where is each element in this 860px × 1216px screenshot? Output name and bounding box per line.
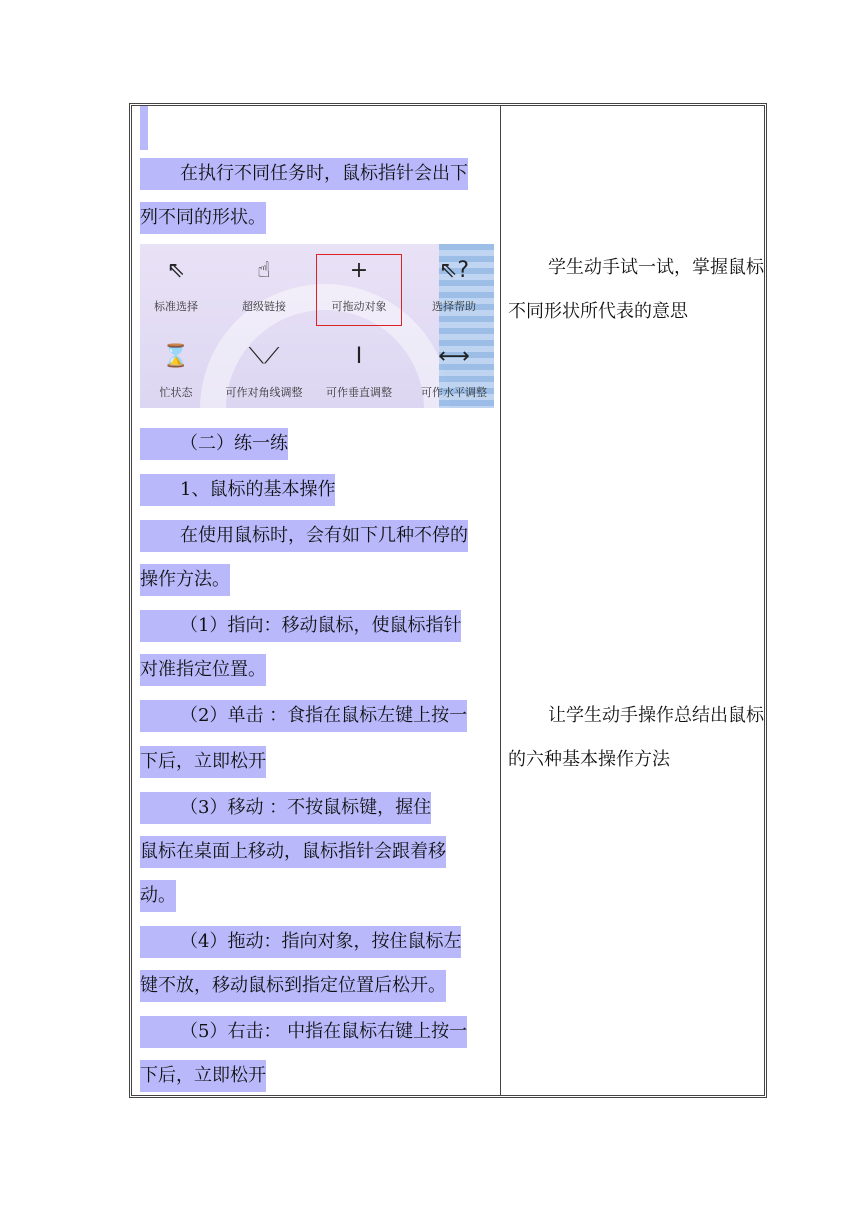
cursor-label: 选择帮助 — [432, 300, 476, 313]
note-text: 学生动手试一试，掌握鼠标不同形状所代表的意思 — [508, 257, 764, 322]
highlight-stub — [140, 106, 148, 150]
intro2-line-2: 操作方法。 — [140, 564, 230, 596]
hand-pointer-icon: ☝ — [257, 258, 271, 283]
intro-line-1: 在执行不同任务时，鼠标指针会出下 — [140, 158, 468, 190]
intro2-line-1: 在使用鼠标时，会有如下几种不停的 — [140, 520, 468, 552]
vertical-resize-icon: Ⅰ — [355, 344, 363, 369]
diagonal-resize-icon: ⟍⟋ — [248, 344, 280, 369]
op3-line-2: 鼠标在桌面上移动，鼠标指针会跟着移 — [140, 836, 446, 868]
cursor-help — [410, 256, 494, 314]
op1-line-1: （1）指向：移动鼠标，使鼠标指针 — [140, 610, 461, 642]
op4-line-1: （4）拖动：指向对象，按住鼠标左 — [140, 926, 461, 958]
op2-line-1: （2）单击 ：食指在鼠标左键上按一 — [140, 700, 467, 732]
op3-line-3: 动。 — [140, 880, 176, 912]
note-text: 让学生动手操作总结出鼠标的六种基本操作方法 — [508, 705, 764, 770]
right-note-1 — [508, 246, 766, 334]
horizontal-resize-icon: ⟷ — [438, 344, 470, 369]
op2-line-2: 下后，立即松开 — [140, 746, 266, 778]
op5-line-2: 下后，立即松开 — [140, 1060, 266, 1092]
column-divider — [500, 106, 501, 1095]
cursor-normal — [140, 256, 220, 314]
op5-line-1: （5）右击： 中指在鼠标右键上按一 — [140, 1016, 467, 1048]
arrow-pointer-icon: ⇖ — [166, 258, 186, 283]
cursor-label: 忙状态 — [159, 386, 193, 399]
cursor-horizontal — [410, 342, 494, 400]
cursor-label: 可拖动对象 — [331, 300, 387, 313]
cursor-vertical — [315, 342, 403, 400]
cursor-move — [315, 256, 403, 314]
crosshair-icon: + — [349, 258, 369, 283]
cursor-busy — [140, 342, 220, 400]
hourglass-icon: ⌛ — [162, 344, 190, 369]
intro-line-2: 列不同的形状。 — [140, 202, 266, 234]
right-note-2 — [508, 694, 766, 782]
cursor-label: 标准选择 — [154, 300, 198, 313]
op1-line-2: 对准指定位置。 — [140, 654, 266, 686]
cursor-label: 可作垂直调整 — [326, 386, 392, 399]
help-pointer-icon: ⇖? — [438, 258, 470, 283]
cursor-diagonal — [220, 342, 308, 400]
section-heading: （二）练一练 — [140, 428, 288, 460]
cursor-link — [220, 256, 308, 314]
cursor-label: 可作水平调整 — [421, 386, 487, 399]
cursor-shapes-figure — [140, 244, 494, 408]
cursor-label: 可作对角线调整 — [225, 386, 303, 399]
op4-line-2: 键不放，移动鼠标到指定位置后松开。 — [140, 970, 446, 1002]
lesson-table — [129, 103, 767, 1098]
op3-line-1: （3）移动 ：不按鼠标键，握住 — [140, 792, 431, 824]
cursor-label: 超级链接 — [242, 300, 286, 313]
sub-heading: 1、鼠标的基本操作 — [140, 474, 335, 506]
